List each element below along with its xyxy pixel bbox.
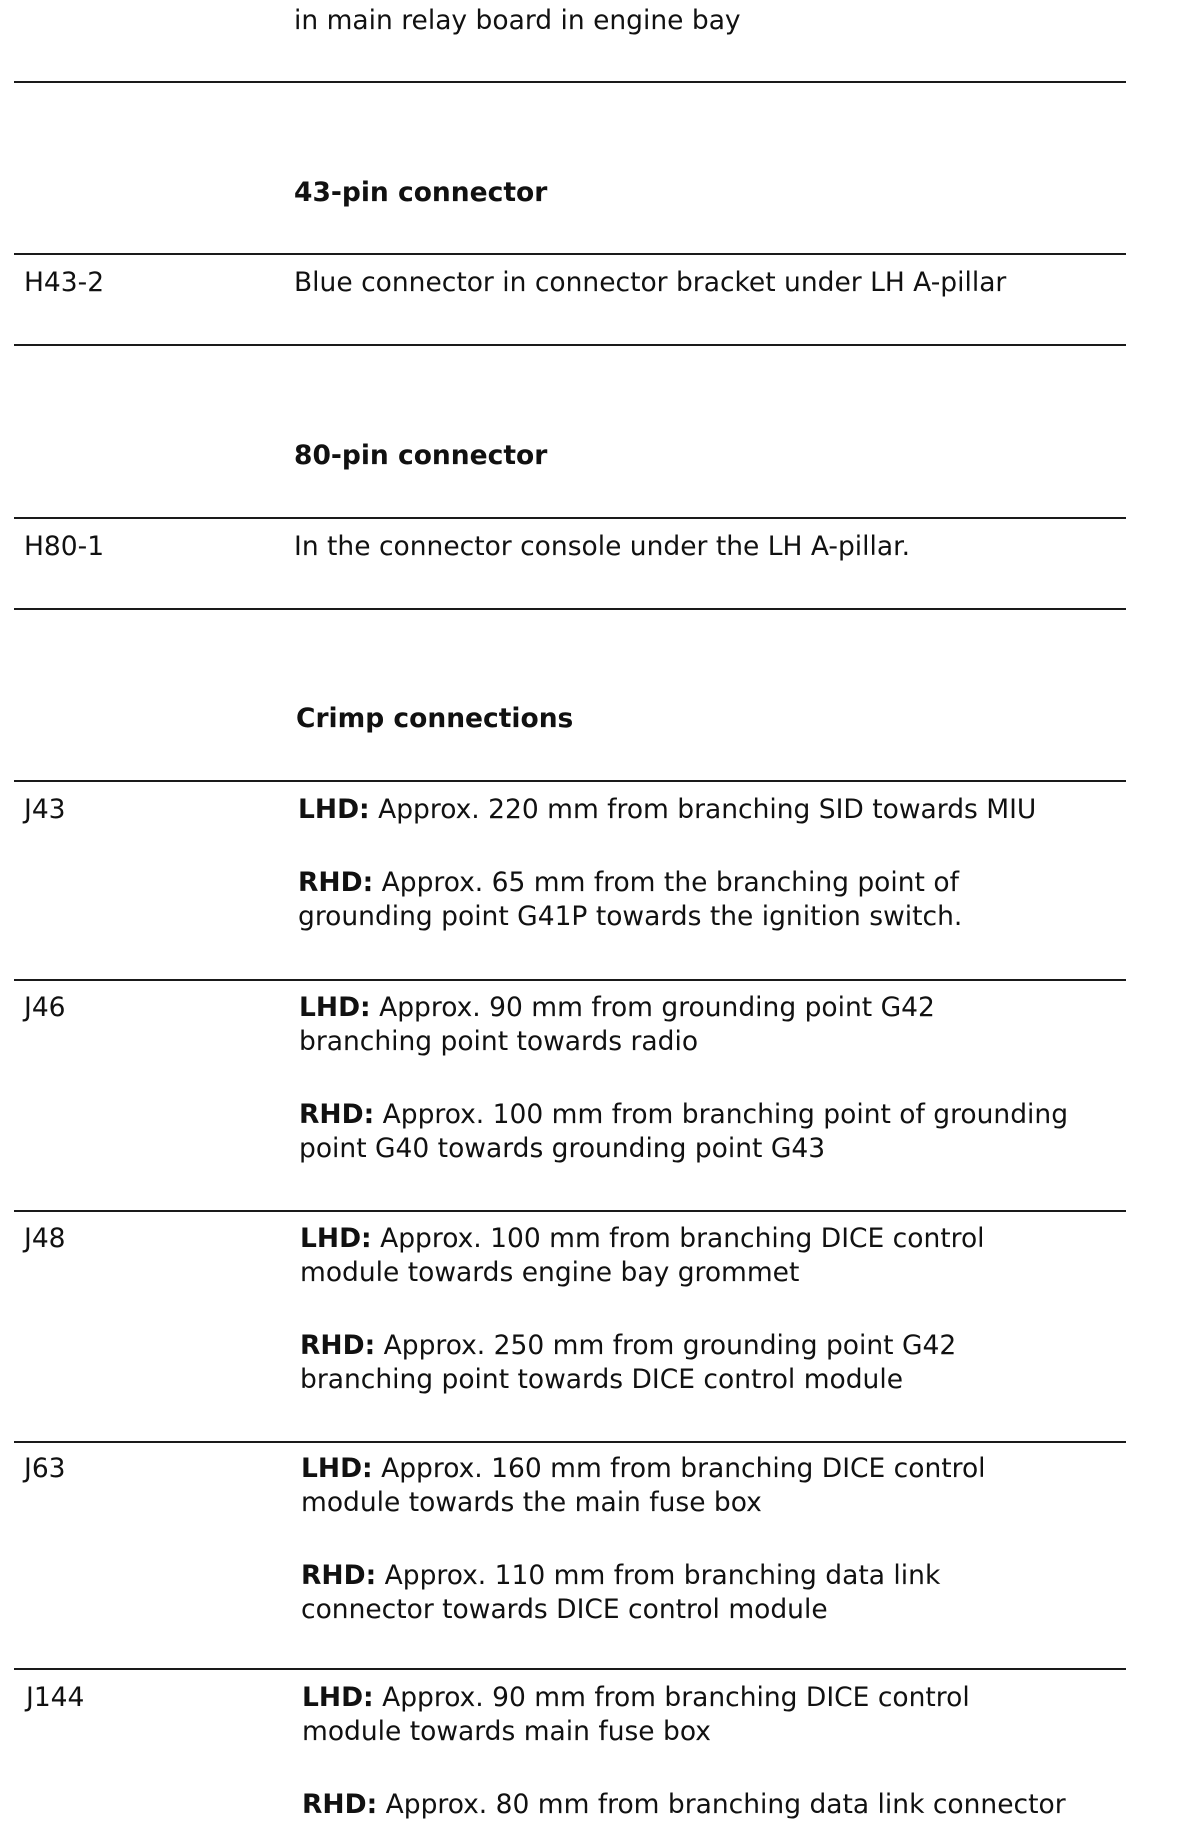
- rhd-label: RHD:: [298, 867, 374, 898]
- lhd-text: Approx. 90 mm from branching DICE control: [382, 1682, 970, 1713]
- rhd-label: RHD:: [300, 1330, 376, 1361]
- continued-text: in main relay board in engine bay: [294, 5, 741, 36]
- lhd-line: [298, 793, 1036, 827]
- connector-id: H43-2: [24, 267, 105, 298]
- crimp-id: J43: [24, 794, 66, 825]
- divider-line: [14, 1668, 1126, 1670]
- rhd-line: [299, 1098, 1068, 1132]
- crimp-id: J144: [26, 1682, 85, 1713]
- lhd-text: Approx. 160 mm from branching DICE control: [381, 1453, 986, 1484]
- lhd-text: Approx. 220 mm from branching SID towards MIU: [378, 794, 1037, 825]
- lhd-text: module towards engine bay grommet: [300, 1257, 800, 1288]
- rhd-text: connector towards DICE control module: [301, 1594, 828, 1625]
- crimp-id: J63: [24, 1453, 66, 1484]
- divider-line: [14, 780, 1126, 782]
- lhd-label: LHD:: [298, 794, 370, 825]
- rhd-text: Approx. 100 mm from branching point of grounding: [382, 1099, 1069, 1130]
- lhd-text: branching point towards radio: [299, 1026, 699, 1057]
- section-heading-43-pin: 43-pin connector: [294, 177, 548, 208]
- rhd-text: Approx. 65 mm from the branching point of: [381, 867, 959, 898]
- divider-line: [14, 253, 1126, 255]
- rhd-line: [300, 1329, 956, 1363]
- divider-line: [14, 81, 1126, 83]
- rhd-text: Approx. 110 mm from branching data link: [384, 1560, 941, 1591]
- lhd-text: Approx. 90 mm from grounding point G42: [379, 992, 935, 1023]
- lhd-line: [301, 1452, 986, 1486]
- crimp-id: J48: [24, 1223, 66, 1254]
- divider-line: [14, 517, 1126, 519]
- divider-line: [14, 608, 1126, 610]
- rhd-text: point G40 towards grounding point G43: [299, 1133, 826, 1164]
- lhd-line: [299, 991, 935, 1025]
- lhd-line: [300, 1222, 985, 1256]
- divider-line: [14, 1441, 1126, 1443]
- rhd-line: [301, 1559, 940, 1593]
- crimp-id: J46: [24, 992, 66, 1023]
- lhd-text: module towards main fuse box: [302, 1716, 711, 1747]
- rhd-text: branching point towards DICE control module: [300, 1364, 904, 1395]
- rhd-label: RHD:: [301, 1560, 377, 1591]
- lhd-label: LHD:: [300, 1223, 372, 1254]
- rhd-text: Approx. 80 mm from branching data link connector: [385, 1789, 1066, 1820]
- lhd-text: module towards the main fuse box: [301, 1487, 762, 1518]
- connector-location: In the connector console under the LH A-pillar.: [294, 531, 911, 562]
- section-heading-80-pin: 80-pin connector: [294, 440, 548, 471]
- connector-location: Blue connector in connector bracket under LH A-pillar: [294, 267, 1007, 298]
- rhd-line: [302, 1788, 1066, 1822]
- divider-line: [14, 979, 1126, 981]
- lhd-label: LHD:: [302, 1682, 374, 1713]
- lhd-line: [302, 1681, 970, 1715]
- lhd-label: LHD:: [301, 1453, 373, 1484]
- connector-id: H80-1: [24, 531, 105, 562]
- rhd-text: grounding point G41P towards the ignition switch.: [298, 901, 963, 932]
- rhd-label: RHD:: [299, 1099, 375, 1130]
- section-heading-crimp: Crimp connections: [296, 703, 574, 734]
- rhd-text: Approx. 250 mm from grounding point G42: [383, 1330, 957, 1361]
- rhd-label: RHD:: [302, 1789, 378, 1820]
- lhd-label: LHD:: [299, 992, 371, 1023]
- divider-line: [14, 1210, 1126, 1212]
- divider-line: [14, 344, 1126, 346]
- rhd-line: [298, 866, 959, 900]
- lhd-text: Approx. 100 mm from branching DICE control: [380, 1223, 985, 1254]
